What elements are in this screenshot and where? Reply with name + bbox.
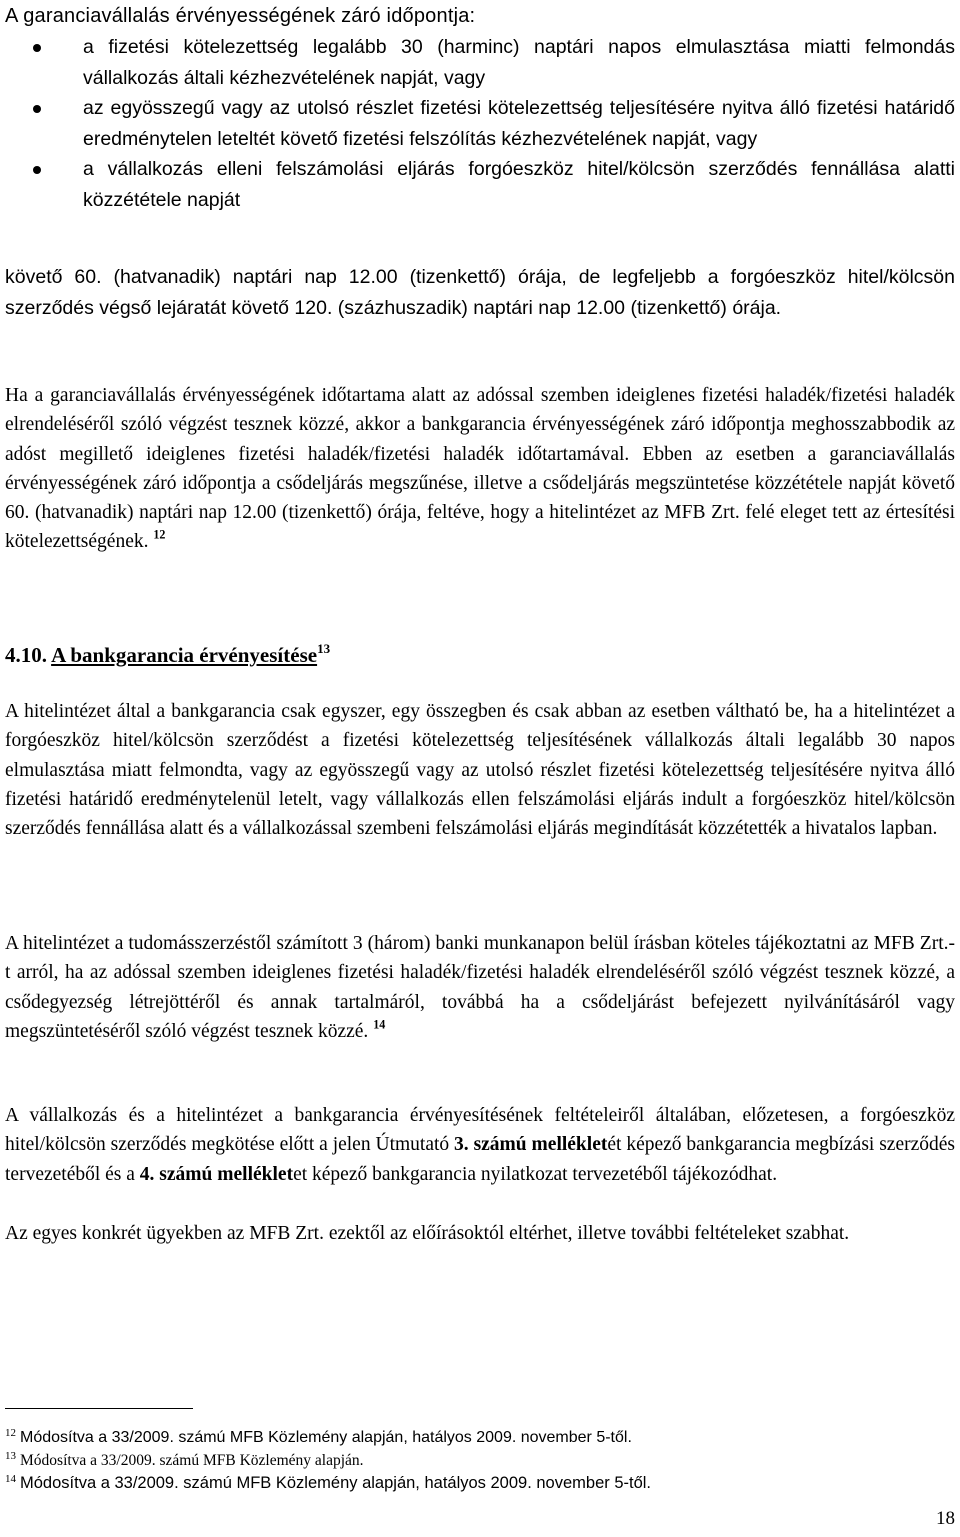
final-paragraph: Az egyes konkrét ügyekben az MFB Zrt. ezektől az előírásoktól eltérhet, illetve további feltételeket szabhat. <box>5 1223 850 1244</box>
annex-4-reference-end: t <box>286 1163 294 1185</box>
footnote-text: Módosítva a 33/2009. számú MFB Közlemény alapján. <box>20 1452 364 1469</box>
section-number: 4.10. <box>5 643 47 667</box>
footnote-text: Módosítva a 33/2009. számú MFB Közlemény alapján, hatályos 2009. november 5-től. <box>20 1429 632 1446</box>
annex-3-reference-end: t <box>600 1134 608 1156</box>
footnote-ref[interactable]: 13 <box>317 640 331 656</box>
annex-4-reference: 4. számú mellékle <box>139 1163 287 1185</box>
page-number: 18 <box>936 1508 955 1529</box>
info-text: A vállalkozás és a hitelintézet a bankgarancia érvényesítésének feltételeiről általában, előzetesen, a forgóeszköz hitel/kölcsön szerződés megkötése előtt a jelen Útmutató <box>5 1105 955 1156</box>
footnote-ref[interactable]: 14 <box>373 1017 386 1032</box>
footnote-13 <box>5 1446 955 1471</box>
bullet-text: az egyösszegű vagy az utolsó részlet fizetési kötelezettség teljesítésére nyitva álló fizetési határidő eredménytelen leteltét követő fizetési felszólítás kézhezvételének napját, vagy <box>83 97 955 150</box>
footnote-text: Módosítva a 33/2009. számú MFB Közlemény alapján, hatályos 2009. november 5-től. <box>20 1474 652 1492</box>
annex-3-reference: 3. számú mellékle <box>454 1134 601 1156</box>
notification-paragraph <box>5 929 955 1046</box>
list-item <box>5 93 955 154</box>
section-heading <box>5 640 330 670</box>
validity-bullet-list <box>5 32 955 215</box>
section-title: A bankgarancia érvényesítése <box>51 643 318 667</box>
notification-text: A hitelintézet a tudomásszerzéstől számított 3 (három) banki munkanapon belül írásban köteles tájékoztatni az MFB Zrt.-t arról, ha az adóssal szemben ideiglenes fizetési haladék/fizetési haladék elrendeléséről szóló végzést tesznek közzé, a csődegyezség létrejöttéről és annak tartalmáról, továbbá ha a csődeljárást befejezett nyilvánításáról vagy megszüntetéséről szóló végzést tesznek közzé. <box>5 933 955 1042</box>
list-item <box>5 154 955 215</box>
list-item <box>5 32 955 93</box>
footnote-separator <box>5 1408 193 1409</box>
bullet-icon <box>33 166 41 174</box>
footnote-12 <box>5 1423 955 1448</box>
validity-intro: A garanciavállalás érvényességének záró időpontja: <box>5 5 476 27</box>
info-text: et képező bankgarancia nyilatkozat tervezetéből tájékozódhat. <box>293 1163 778 1185</box>
extension-text: Ha a garanciavállalás érvényességének időtartama alatt az adóssal szemben ideiglenes fizetési haladék/fizetési haladék elrendeléséről szóló végzést tesznek közzé, akkor a bankgarancia érvényességének záró időpontja meghosszabbodik az adóst megillető ideiglenes fizetési haladék/fizetési haladék időtartamával. Ebben az esetben a garanciavállalás érvényességének záró időpontja a csődeljárás megszűnése, illetve a csődeljárás megszüntetése közzététele napját követő 60. (hatvanadik) naptári nap 12.00 (tizenkettő) órája, feltéve, hogy a hitelintézet az MFB Zrt. felé eleget tett az értesítési kötelezettségének. <box>5 385 955 553</box>
enforcement-paragraph: A hitelintézet által a bankgarancia csak egyszer, egy összegben és csak abban az esetben váltható be, ha a hitelintézet a forgóeszköz hitel/kölcsön szerződést a fizetési kötelezettség teljesítésének vállalkozás általi legalább 30 napos elmulasztása miatt felmondta, vagy az egyösszegű vagy az utolsó részlet fizetési kötelezettség teljesítésére nyitva álló fizetési határidő eredménytelenül letelt, vagy vállalkozás ellen felszámolási eljárás indult a forgóeszköz hitel/kölcsön szerződés fennállása alatt és a vállalkozással szembeni felszámolási eljárás megindítását közzétették a hivatalos lapban. <box>5 701 955 840</box>
bullet-icon <box>33 105 41 113</box>
footnote-number: 13 <box>5 1450 16 1462</box>
footnote-ref[interactable]: 12 <box>153 528 166 543</box>
validity-deadline-text: követő 60. (hatvanadik) naptári nap 12.00 (tizenkettő) órája, de legfeljebb a forgóeszköz hitel/kölcsön szerződés végső lejáratát követő 120. (százhuszadik) naptári nap 12.00 (tizenkettő) órája. <box>5 266 955 319</box>
extension-paragraph <box>5 381 955 557</box>
bullet-text: a vállalkozás elleni felszámolási eljárás forgóeszköz hitel/kölcsön szerződés fennállása alatti közzététele napját <box>83 158 955 211</box>
bullet-text: a fizetési kötelezettség legalább 30 (harminc) naptári napos elmulasztása miatti felmondás vállalkozás általi kézhezvételének napját, vagy <box>83 36 955 89</box>
info-text: ét képező bankgarancia megbízási szerződés tervezetéből és a <box>5 1134 956 1185</box>
information-paragraph <box>5 1101 955 1189</box>
footnote-number: 12 <box>5 1427 16 1439</box>
footnote-14 <box>5 1469 955 1493</box>
footnote-number: 14 <box>5 1473 16 1485</box>
bullet-icon <box>33 44 41 52</box>
